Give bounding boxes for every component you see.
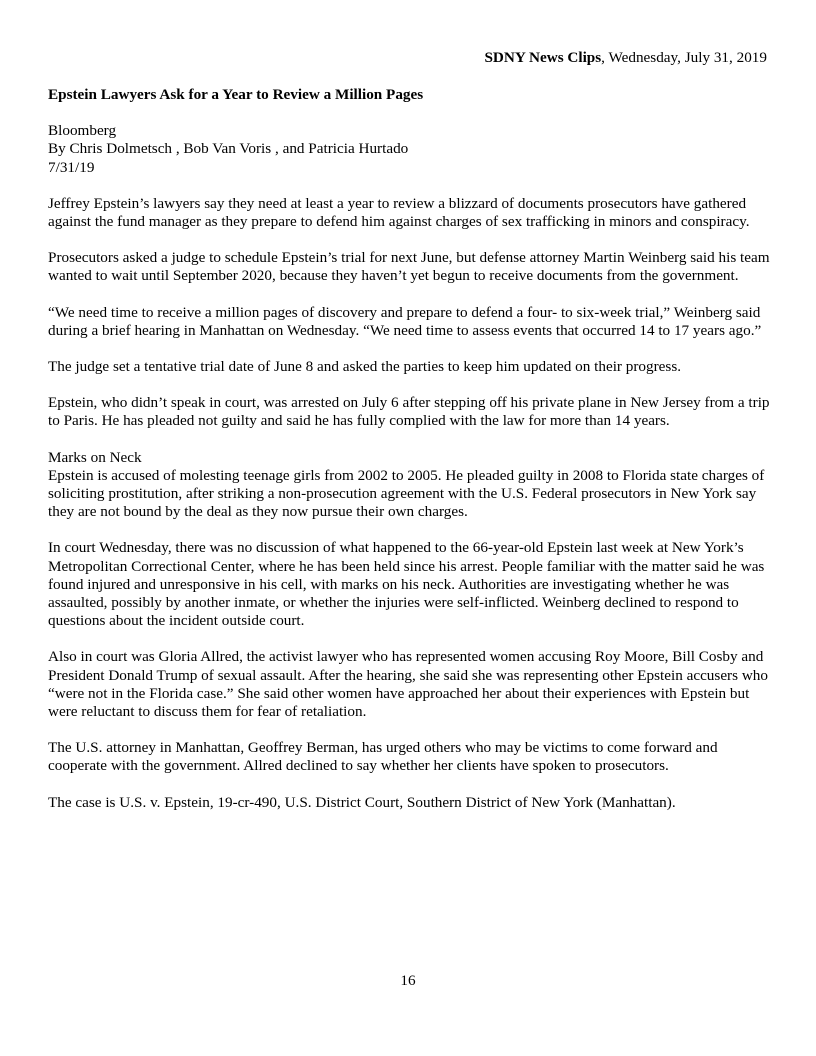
section-subhead: Marks on Neck — [48, 448, 142, 466]
header-date: , Wednesday, July 31, 2019 — [601, 49, 767, 66]
paragraph: The judge set a tentative trial date of June 8 and asked the parties to keep him updated on their progress. — [48, 358, 682, 376]
page-header — [484, 49, 767, 67]
article-title: Epstein Lawyers Ask for a Year to Review a Million Pages — [48, 86, 424, 103]
paragraph: Prosecutors asked a judge to schedule Epstein’s trial for next June, but defense attorney Martin Weinberg said his team wanted to wait until September 2020, because they haven’t yet begun to receive documents from the government. — [48, 249, 770, 285]
paragraph: Epstein is accused of molesting teenage girls from 2002 to 2005. He pleaded guilty in 2008 to Florida state charges of soliciting prostitution, after striking a non-prosecution agreement with the U.S. Federal prosecutors in New York say they are not bound by the deal as they now pursue their own charges. — [48, 466, 765, 521]
paragraph: Also in court was Gloria Allred, the activist lawyer who has represented women accusing Roy Moore, Bill Cosby and President Donald Trump of sexual assault. After the hearing, she said she was representing other Epstein accusers who “were not in the Florida case.” She said other women have approached her about their experiences with Epstein but were reluctant to discuss them for fear of retaliation. — [48, 648, 768, 721]
paragraph: Jeffrey Epstein’s lawyers say they need at least a year to review a blizzard of documents prosecutors have gathered against the fund manager as they prepare to defend him against charges of sex trafficking in minors and conspiracy. — [48, 194, 750, 231]
publication-name: SDNY News Clips — [484, 49, 602, 66]
article-source: Bloomberg — [48, 122, 117, 140]
section — [48, 449, 770, 522]
article-meta — [48, 122, 770, 177]
article — [48, 86, 770, 830]
paragraph: In court Wednesday, there was no discussion of what happened to the 66-year-old Epstein last week at New York’s Metropolitan Correctional Center, where he has been held since his arrest. People familiar with the matter said he was found injured and unresponsive in his cell, with marks on his neck. Authorities are investigating whether he was assaulted, possibly by another inmate, or whether the injuries were self-inflicted. Weinberg declined to respond to questions about the incident outside court. — [48, 539, 765, 630]
article-date: 7/31/19 — [48, 158, 95, 176]
page-number: 16 — [400, 972, 416, 989]
paragraph: The U.S. attorney in Manhattan, Geoffrey Berman, has urged others who may be victims to come forward and cooperate with the government. Allred declined to say whether her clients have spoken to prosecutors. — [48, 739, 718, 775]
paragraph: Epstein, who didn’t speak in court, was arrested on July 6 after stepping off his private plane in New Jersey from a trip to Paris. He has pleaded not guilty and said he has fully complied with the law for more than 14 years. — [48, 394, 770, 430]
paragraph: “We need time to receive a million pages of discovery and prepare to defend a four- to six-week trial,” Weinberg said during a brief hearing in Manhattan on Wednesday. “We need time to assess events that occurred 14 to 17 years ago.” — [48, 303, 762, 339]
article-byline: By Chris Dolmetsch , Bob Van Voris , and Patricia Hurtado — [48, 140, 409, 158]
paragraph: The case is U.S. v. Epstein, 19-cr-490, U.S. District Court, Southern District of New York (Manhattan). — [48, 793, 676, 811]
